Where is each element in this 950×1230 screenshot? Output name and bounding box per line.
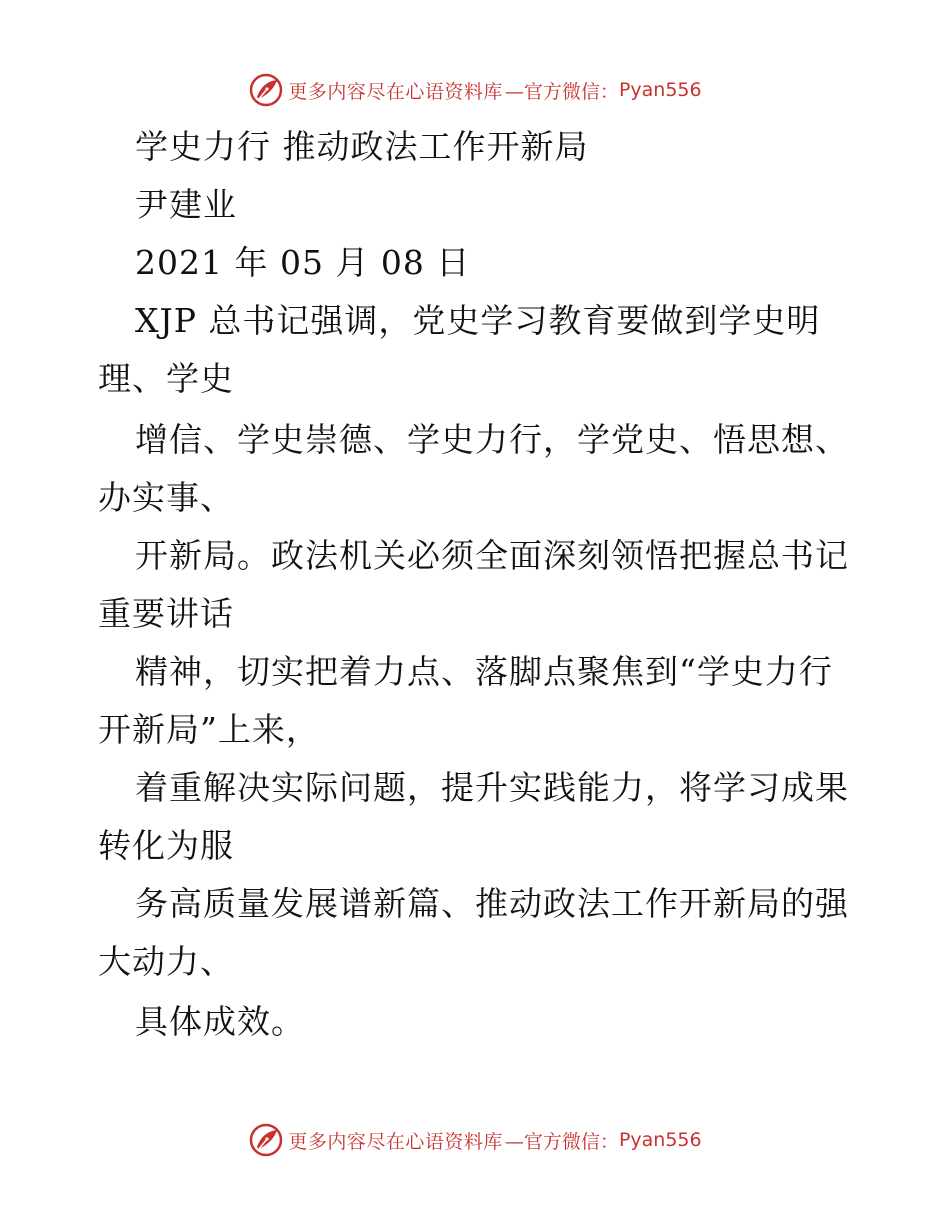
header-watermark — [0, 70, 950, 110]
paragraph-line: 转化为服 — [98, 826, 234, 865]
paragraph-line: 开新局”上来， — [98, 710, 320, 749]
watermark-account: Pyan556 — [618, 79, 702, 101]
watermark-account: Pyan556 — [618, 1129, 702, 1151]
paragraph-line: 办实事、 — [98, 478, 234, 517]
paragraph-line: 理、学史 — [98, 359, 234, 398]
document-author: 尹建业 — [135, 185, 237, 224]
pen-nib-logo-icon — [248, 1122, 284, 1158]
paragraph-line: 重要讲话 — [98, 594, 234, 633]
watermark-separator: —官方微信： — [504, 80, 619, 103]
paragraph-line: 增信、学史崇德、学史力行，学党史、悟思想、 — [135, 420, 849, 459]
paragraph-line: 务高质量发展谱新篇、推动政法工作开新局的强 — [135, 884, 849, 923]
paragraph-line: 开新局。政法机关必须全面深刻领悟把握总书记 — [135, 536, 849, 575]
document-title: 学史力行 推动政法工作开新局 — [135, 127, 589, 166]
document-date: 2021 年 05 月 08 日 — [135, 243, 471, 282]
watermark-text: 更多内容尽在心语资料库 — [288, 1130, 503, 1153]
paragraph-line: XJP 总书记强调，党史学习教育要做到学史明 — [135, 301, 821, 340]
paragraph-line: 精神，切实把着力点、落脚点聚焦到“学史力行 — [135, 652, 833, 691]
watermark-separator: —官方微信： — [504, 1130, 619, 1153]
footer-watermark — [0, 1120, 950, 1160]
pen-nib-logo-icon — [248, 72, 284, 108]
paragraph-line: 大动力、 — [98, 942, 234, 981]
paragraph-line: 具体成效。 — [135, 1002, 305, 1041]
watermark-text: 更多内容尽在心语资料库 — [288, 80, 503, 103]
paragraph-line: 着重解决实际问题，提升实践能力，将学习成果 — [135, 768, 849, 807]
